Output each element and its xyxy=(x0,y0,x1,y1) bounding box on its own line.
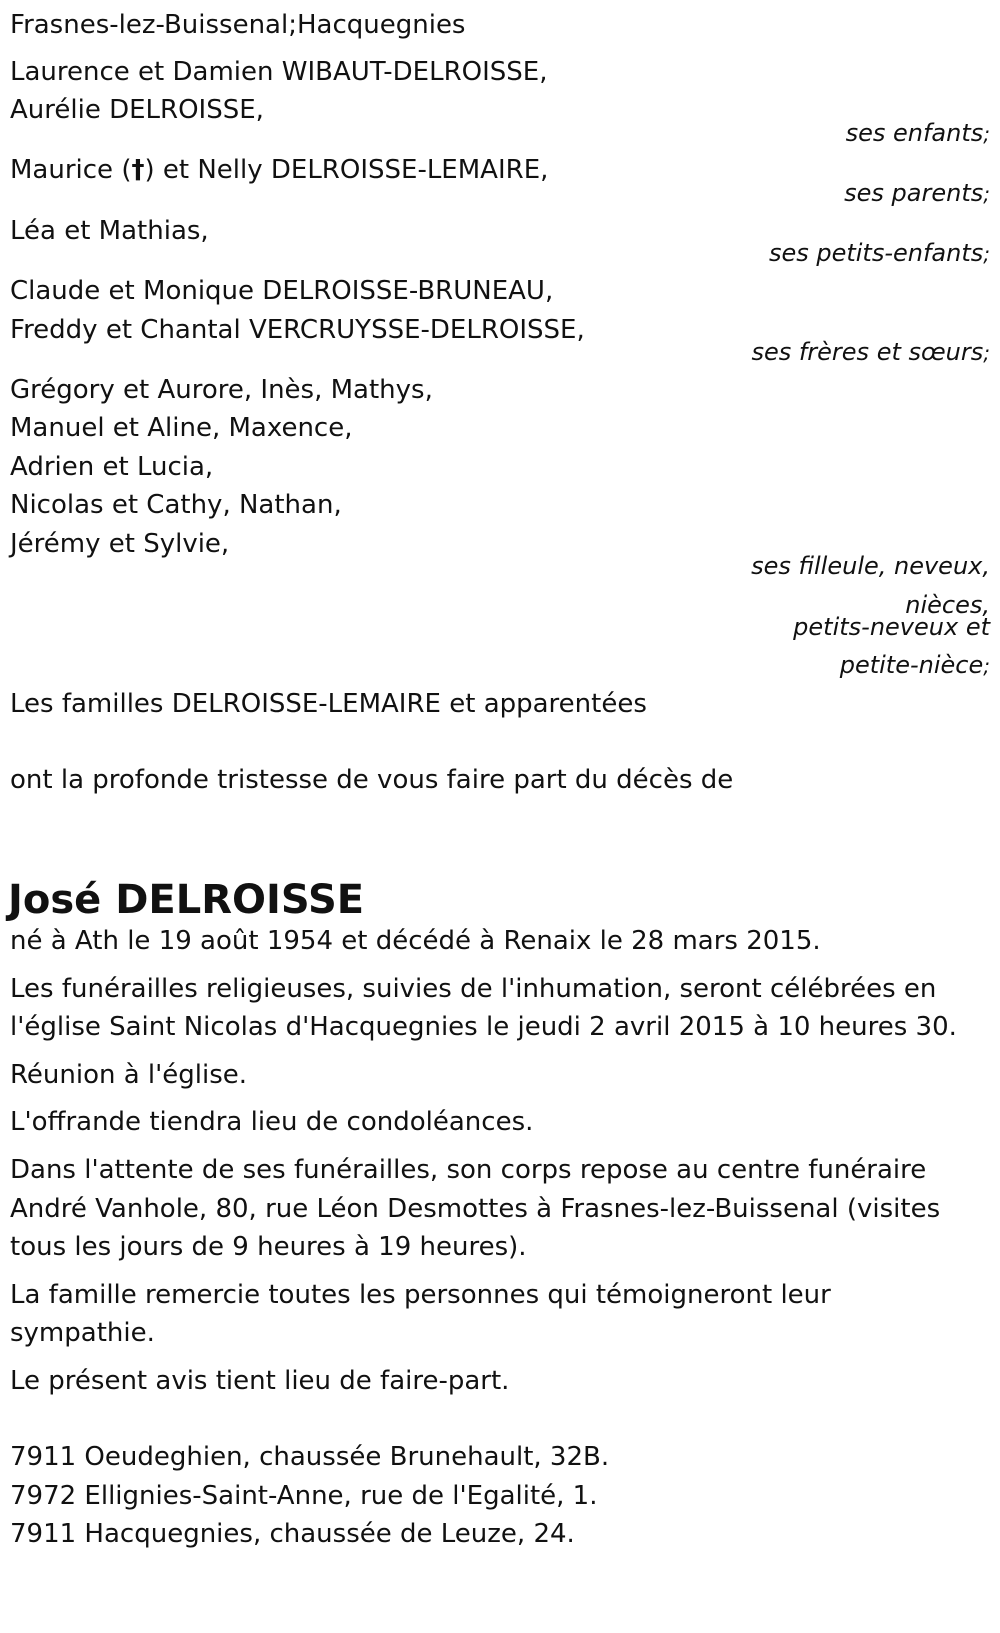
nephews-line-2: Manuel et Aline, Maxence, xyxy=(10,413,353,443)
nephews-line-4: Nicolas et Cathy, Nathan, xyxy=(10,490,342,520)
nephews-line-1: Grégory et Aurore, Inès, Mathys, xyxy=(10,375,433,405)
grandchildren-line: Léa et Mathias, xyxy=(10,216,209,246)
birth-death: né à Ath le 19 août 1954 et décédé à Renaix le 28 mars 2015. xyxy=(10,926,821,956)
offering: L'offrande tiendra lieu de condoléances. xyxy=(10,1107,534,1137)
nephews-line-3: Adrien et Lucia, xyxy=(10,452,214,482)
funeral-line-2: l'église Saint Nicolas d'Hacquegnies le jeudi 2 avril 2015 à 10 heures 30. xyxy=(10,1012,957,1042)
siblings-line-2: Freddy et Chantal VERCRUYSSE-DELROISSE, xyxy=(10,315,585,345)
meeting: Réunion à l'église. xyxy=(10,1060,248,1090)
parents-line: Maurice (†) et Nelly DELROISSE-LEMAIRE, xyxy=(10,155,549,185)
thanks-line-1: La famille remercie toutes les personnes qui témoigneront leur xyxy=(10,1280,831,1310)
nephews-role-line-1: ses filleule, neveux, xyxy=(751,552,990,580)
announcement: ont la profonde tristesse de vous faire part du décès de xyxy=(10,765,734,795)
parents-role: ses parents; xyxy=(844,179,990,207)
siblings-line-1: Claude et Monique DELROISSE-BRUNEAU, xyxy=(10,276,554,306)
nephews-line-5: Jérémy et Sylvie, xyxy=(10,529,230,559)
address-3: 7911 Hacquegnies, chaussée de Leuze, 24. xyxy=(10,1519,575,1549)
children-role: ses enfants; xyxy=(845,119,990,147)
cross-icon: † xyxy=(131,155,145,185)
repose-line-1: Dans l'attente de ses funérailles, son corps repose au centre funéraire xyxy=(10,1155,927,1185)
children-line-2: Aurélie DELROISSE, xyxy=(10,95,264,125)
funeral-line-1: Les funérailles religieuses, suivies de l'inhumation, seront célébrées en xyxy=(10,974,937,1004)
thanks-line-2: sympathie. xyxy=(10,1318,155,1348)
nephews-role-line-4: petite-nièce; xyxy=(839,651,990,679)
siblings-role: ses frères et sœurs; xyxy=(751,338,990,366)
repose-line-3: tous les jours de 9 heures à 19 heures). xyxy=(10,1232,527,1262)
address-2: 7972 Ellignies-Saint-Anne, rue de l'Egalité, 1. xyxy=(10,1481,598,1511)
notice: Le présent avis tient lieu de faire-part. xyxy=(10,1366,510,1396)
nephews-role-line-2: nièces, xyxy=(905,591,990,619)
repose-line-2: André Vanhole, 80, rue Léon Desmottes à Frasnes-lez-Buissenal (visites xyxy=(10,1194,941,1224)
grandchildren-role: ses petits-enfants; xyxy=(768,239,990,267)
address-1: 7911 Oeudeghien, chaussée Brunehault, 32B. xyxy=(10,1442,610,1472)
deceased-name: José DELROISSE xyxy=(8,877,365,923)
location-header: Frasnes-lez-Buissenal;Hacquegnies xyxy=(10,10,466,40)
extended-families: Les familles DELROISSE-LEMAIRE et apparentées xyxy=(10,689,647,719)
nephews-role-line-3: petits-neveux et xyxy=(793,613,990,641)
children-line-1: Laurence et Damien WIBAUT-DELROISSE, xyxy=(10,57,548,87)
